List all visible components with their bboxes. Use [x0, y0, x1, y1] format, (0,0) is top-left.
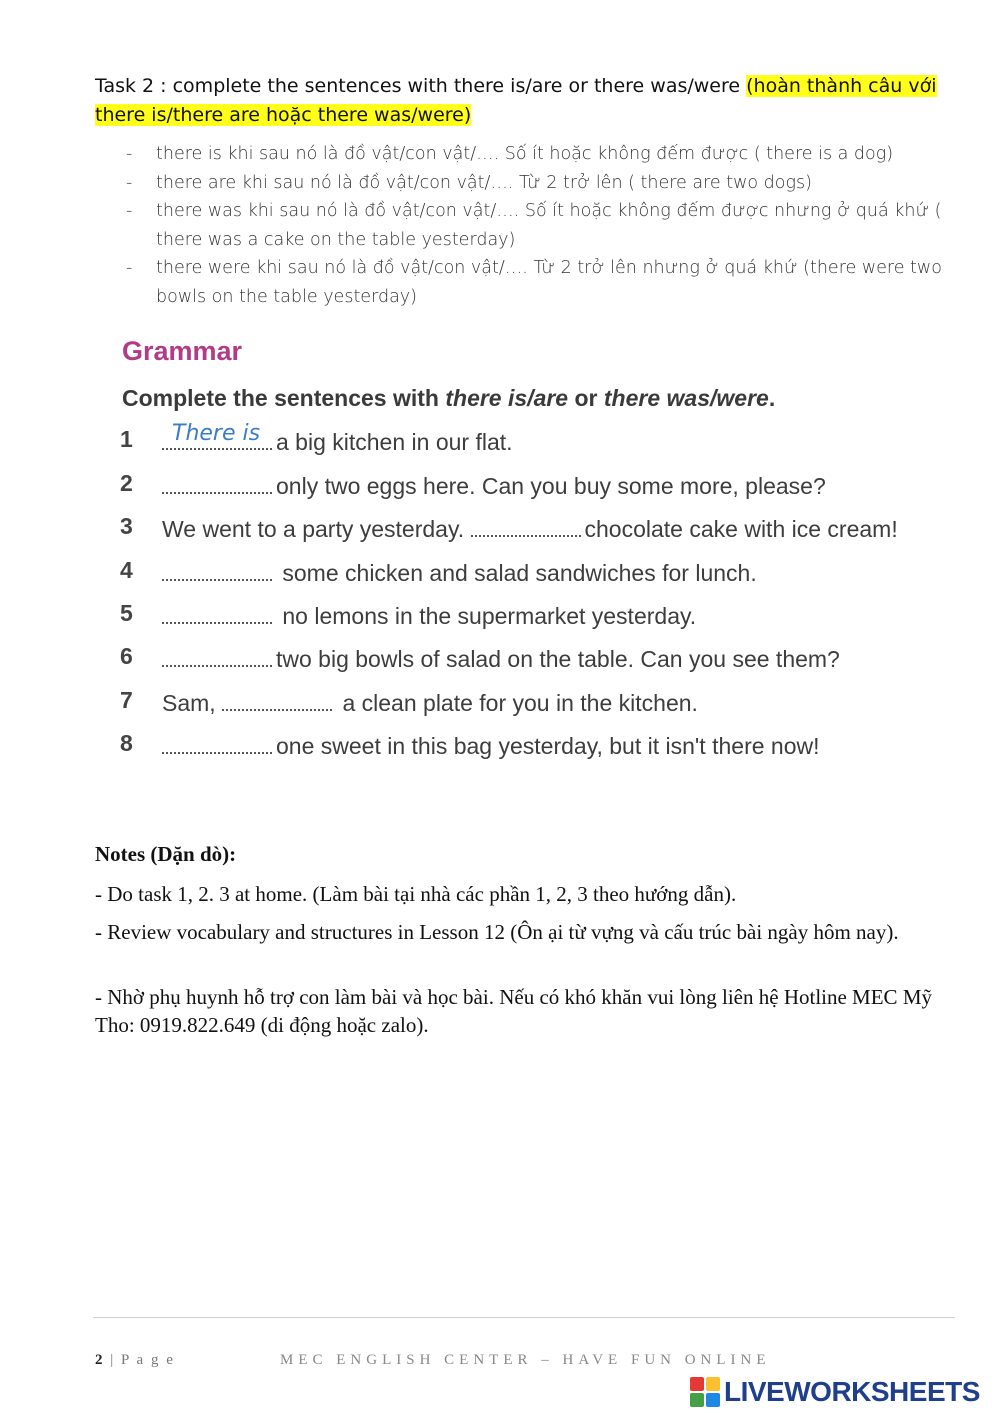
note-line: - Nhờ phụ huynh hỗ trợ con làm bài và học bài. Nếu có khó khăn vui lòng liên hệ Hotline MEC Mỹ Tho: 0919.822.649 (di động hoặc zalo). — [95, 985, 932, 1037]
rule-item: - there was khi sau nó là đồ vật/con vật/…. Số ít hoặc không đếm được nhưng ở quá khứ ( there was a cake on the table yesterday) — [126, 201, 942, 250]
grammar-instruction: Complete the sentences with there is/are or there was/were. — [122, 385, 776, 411]
notes-title: Notes (Dặn dò): — [95, 842, 237, 866]
task-title-highlight-b: there is/there are hoặc there was/were) — [95, 104, 472, 126]
note-line: - Do task 1, 2. 3 at home. (Làm bài tại nhà các phần 1, 2, 3 theo hướng dẫn). — [95, 882, 737, 906]
rule-item: - there were khi sau nó là đồ vật/con vật/…. Từ 2 trở lên nhưng ở quá khứ (there were two bowls on the table yesterday) — [126, 258, 942, 307]
exercise-item-6: 6 two big bowls of salad on the table. Can you see them? — [120, 643, 840, 672]
answer-blank-1[interactable] — [162, 421, 272, 450]
exercise-item-5: 5 no lemons in the supermarket yesterday. — [120, 600, 697, 629]
exercise-item-1: 1 There is a big kitchen in our flat. — [120, 421, 513, 455]
exercise-item-2: 2 only two eggs here. Can you buy some more, please? — [120, 470, 826, 499]
liveworksheets-logo-icon — [690, 1377, 720, 1407]
handwritten-answer: There is — [172, 421, 261, 446]
answer-blank-8[interactable] — [162, 730, 272, 754]
answer-blank-2[interactable] — [162, 470, 272, 494]
footer-center-text: MEC ENGLISH CENTER – HAVE FUN ONLINE — [280, 1352, 771, 1368]
task-title-highlight-a: (hoàn thành câu với — [746, 75, 937, 97]
task-title — [95, 72, 955, 130]
answer-blank-4[interactable] — [162, 557, 272, 581]
grammar-heading: Grammar — [122, 336, 243, 366]
exercise-item-4: 4 some chicken and salad sandwiches for lunch. — [120, 557, 757, 586]
exercise-item-7: 7 Sam, a clean plate for you in the kitchen. — [120, 687, 698, 716]
rule-item: - there is khi sau nó là đồ vật/con vật/…. Số ít hoặc không đếm được ( there is a dog) — [126, 144, 894, 164]
answer-blank-5[interactable] — [162, 600, 272, 624]
rules-list — [122, 140, 957, 311]
rule-item: - there are khi sau nó là đồ vật/con vật/…. Từ 2 trở lên ( there are two dogs) — [126, 172, 812, 193]
answer-blank-6[interactable] — [162, 643, 272, 667]
note-line: - Review vocabulary and structures in Lesson 12 (Ôn ại từ vựng và cấu trúc bài ngày hôm nay). — [95, 920, 899, 944]
page-number: 2 | P a g e — [95, 1352, 175, 1368]
answer-blank-7[interactable] — [222, 687, 332, 711]
exercise-item-8: 8 one sweet in this bag yesterday, but it isn't there now! — [120, 730, 820, 759]
liveworksheets-brand[interactable] — [690, 1375, 980, 1409]
grammar-exercise — [118, 330, 948, 770]
exercise-item-3: 3 We went to a party yesterday. chocolate cake with ice cream! — [120, 513, 898, 542]
footer-divider — [93, 1317, 955, 1318]
task-title-text: Task 2 : complete the sentences with there is/are or there was/were — [95, 75, 747, 97]
brand-text: LIVEWORKSHEETS — [724, 1376, 980, 1407]
answer-blank-3[interactable] — [471, 513, 581, 537]
